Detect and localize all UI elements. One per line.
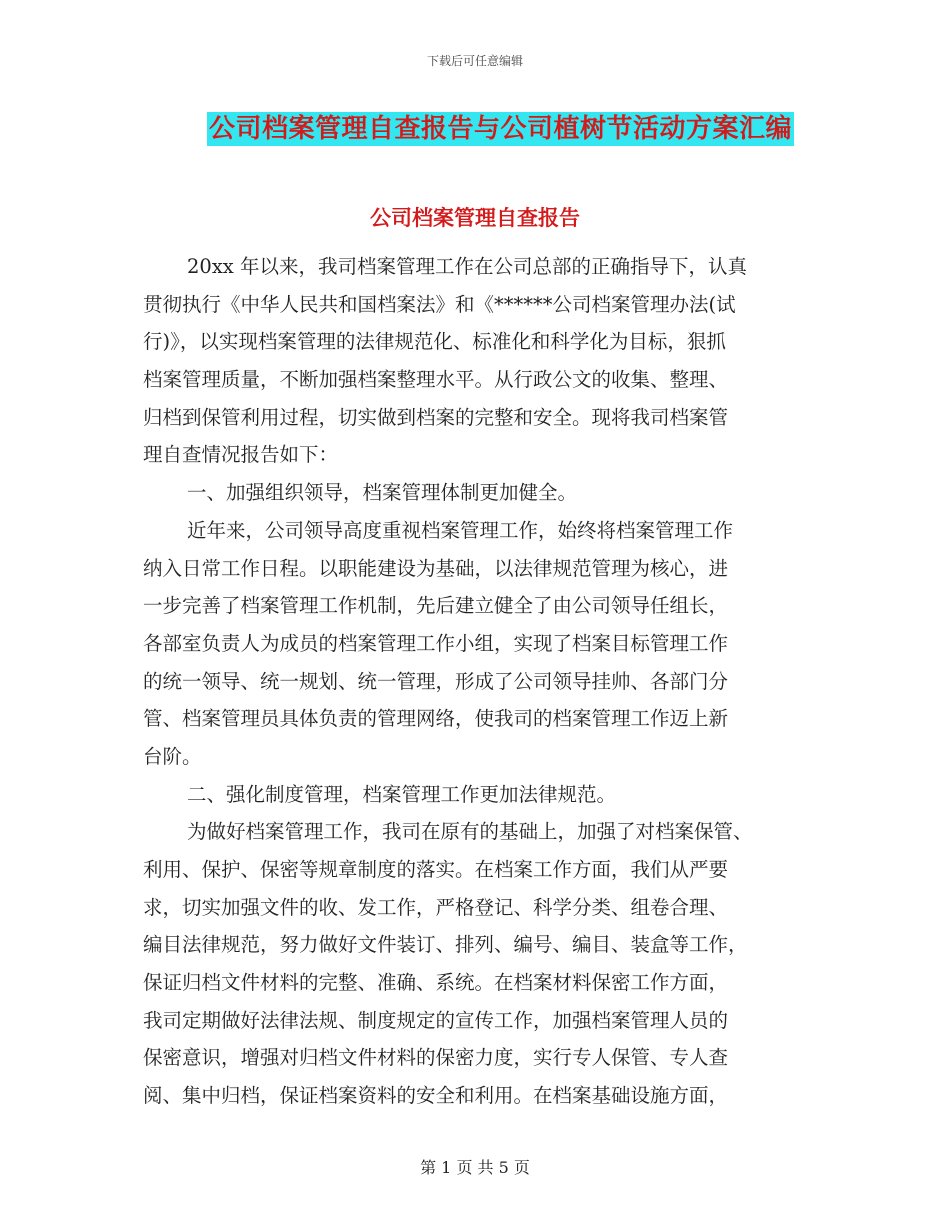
paragraph-line: 的统一领导、统一规划、统一管理，形成了公司领导挂帅、各部门分 bbox=[143, 669, 729, 693]
paragraph-line: 一步完善了档案管理工作机制，先后建立健全了由公司领导任组长， bbox=[143, 594, 729, 618]
document-main-title: 公司档案管理自查报告与公司植树节活动方案汇编 bbox=[209, 114, 793, 144]
paragraph-line: 行)》，以实现档案管理的法律规范化、标准化和科学化为目标，狠抓 bbox=[143, 330, 726, 354]
paragraph-line: 阅、集中归档，保证档案资料的安全和利用。在档案基础设施方面， bbox=[143, 1084, 729, 1108]
paragraph-line: 为做好档案管理工作，我司在原有的基础上，加强了对档案保管、 bbox=[187, 820, 753, 844]
paragraph-line: 纳入日常工作日程。以职能建设为基础，以法律规范管理为核心，进 bbox=[143, 556, 729, 580]
paragraph-line: 保证归档文件材料的完整、准确、系统。在档案材料保密工作方面， bbox=[143, 971, 729, 995]
body-text bbox=[143, 248, 815, 1115]
section-heading-2: 二、强化制度管理，档案管理工作更加法律规范。 bbox=[187, 782, 617, 806]
paragraph-line: 利用、保护、保密等规章制度的落实。在档案工作方面，我们从严要 bbox=[143, 858, 729, 881]
paragraph-line: 贯彻执行《中华人民共和国档案法》和《******公司档案管理办法(试 bbox=[143, 292, 736, 316]
paragraph-line: 归档到保管利用过程，切实做到档案的完整和安全。现将我司档案管 bbox=[143, 405, 729, 429]
paragraph-line: 管、档案管理员具体负责的管理网络，使我司的档案管理工作迈上新 bbox=[143, 707, 729, 731]
paragraph-line: 保密意识，增强对归档文件材料的保密力度，实行专人保管、专人查 bbox=[143, 1046, 729, 1070]
section-title: 公司档案管理自查报告 bbox=[370, 206, 580, 230]
paragraph-line: 编目法律规范，努力做好文件装订、排列、编号、编目、装盒等工作， bbox=[143, 933, 748, 957]
header-note: 下载后可任意编辑 bbox=[426, 54, 523, 68]
section-heading-1: 一、加强组织领导，档案管理体制更加健全。 bbox=[187, 481, 578, 505]
paragraph-line: 档案管理质量，不断加强档案整理水平。从行政公文的收集、整理、 bbox=[143, 368, 729, 392]
paragraph-line: 各部室负责人为成员的档案管理工作小组，实现了档案目标管理工作 bbox=[143, 631, 729, 655]
paragraph-line: 台阶。 bbox=[143, 744, 202, 768]
paragraph-line: 近年来，公司领导高度重视档案管理工作，始终将档案管理工作 bbox=[187, 518, 734, 542]
paragraph-line: 求，切实加强文件的收、发工作，严格登记、科学分类、组卷合理、 bbox=[143, 895, 729, 919]
paragraph-line: 理自查情况报告如下： bbox=[143, 443, 339, 467]
paragraph-line: 我司定期做好法律法规、制度规定的宣传工作，加强档案管理人员的 bbox=[143, 1008, 729, 1032]
paragraph-line: 20xx 年以来，我司档案管理工作在公司总部的正确指导下，认真 bbox=[187, 255, 748, 278]
page-footer: 第 1 页 共 5 页 bbox=[420, 1158, 530, 1177]
